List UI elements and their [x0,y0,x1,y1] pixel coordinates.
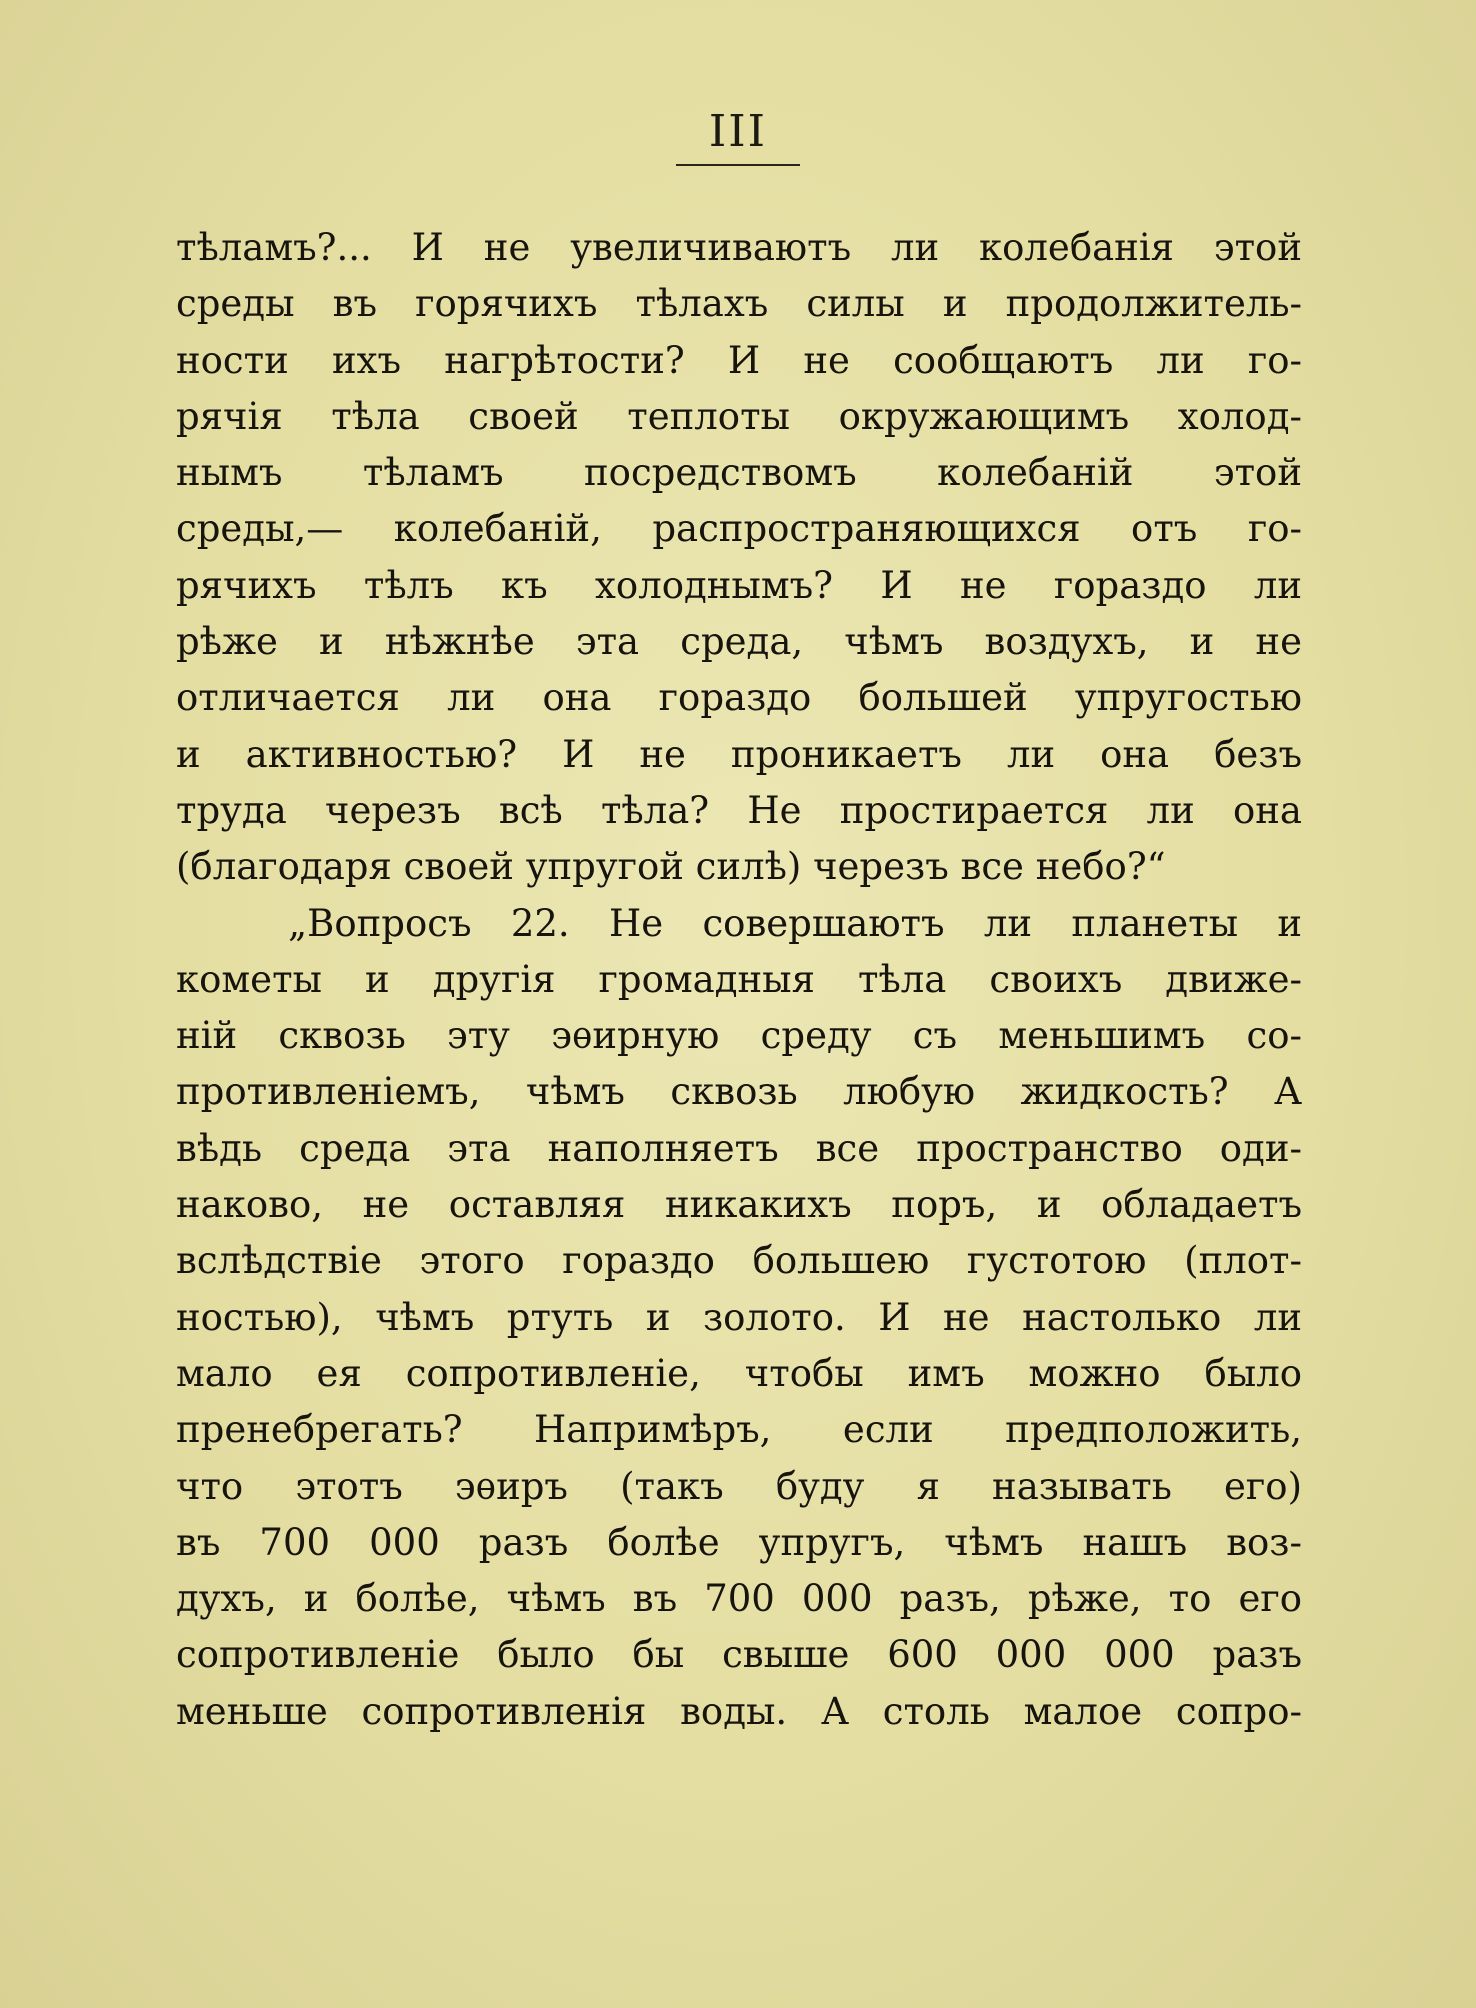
text-line: сопротивленіе было бы свыше 600 000 000 разъ [176,1633,1302,1677]
text-line: ній сквозь эту эѳирную среду съ меньшимъ со- [176,1014,1302,1058]
text-line: среды въ горячихъ тѣлахъ силы и продолжитель- [176,282,1302,326]
text-line: „Вопросъ 22. Не совершаютъ ли планеты и [288,901,1302,945]
text-line: нымъ тѣламъ посредствомъ колебаній этой [176,451,1302,495]
text-line: въ 700 000 разъ болѣе упругъ, чѣмъ нашъ воз- [176,1520,1302,1564]
text-line: пренебрегать? Напримѣръ, если предположить, [176,1408,1302,1452]
text-line: рячихъ тѣлъ къ холоднымъ? И не гораздо ли [176,563,1302,607]
text-line: противленіемъ, чѣмъ сквозь любую жидкость? А [176,1070,1302,1114]
text-line: среды,— колебаній, распространяющихся отъ го- [176,507,1302,551]
text-line: и активностью? И не проникаетъ ли она безъ [176,732,1302,776]
page-number: III [708,106,768,157]
text-line: вѣдь среда эта наполняетъ все пространство оди- [176,1126,1302,1170]
text-line: рячія тѣла своей теплоты окружающимъ холод- [176,394,1302,438]
text-line: ности ихъ нагрѣтости? И не сообщаютъ ли го- [176,338,1302,382]
text-line: что этотъ эѳиръ (такъ буду я называть его) [176,1464,1302,1508]
body-text [176,220,1302,1740]
text-line: отличается ли она гораздо большей упругостью [176,676,1302,720]
text-line: (благодаря своей упругой силѣ) черезъ все небо?“ [176,845,1166,889]
text-line: меньше сопротивленія воды. А столь малое сопро- [176,1689,1302,1733]
text-line: рѣже и нѣжнѣе эта среда, чѣмъ воздухъ, и не [176,620,1302,664]
header-rule [676,164,800,166]
text-line: кометы и другія громадныя тѣла своихъ движе- [176,957,1302,1001]
text-line: тѣламъ?... И не увеличиваютъ ли колебанія этой [176,226,1302,269]
text-line: наково, не оставляя никакихъ поръ, и обладаетъ [176,1183,1302,1227]
text-line: мало ея сопротивленіе, чтобы имъ можно было [176,1351,1302,1395]
text-line: труда черезъ всѣ тѣла? Не простирается ли она [176,788,1302,832]
text-line: ностью), чѣмъ ртуть и золото. И не настолько ли [176,1295,1302,1339]
text-line: вслѣдствіе этого гораздо большею густотою (плот- [176,1239,1302,1283]
text-line: духъ, и болѣе, чѣмъ въ 700 000 разъ, рѣже, то его [176,1577,1302,1621]
